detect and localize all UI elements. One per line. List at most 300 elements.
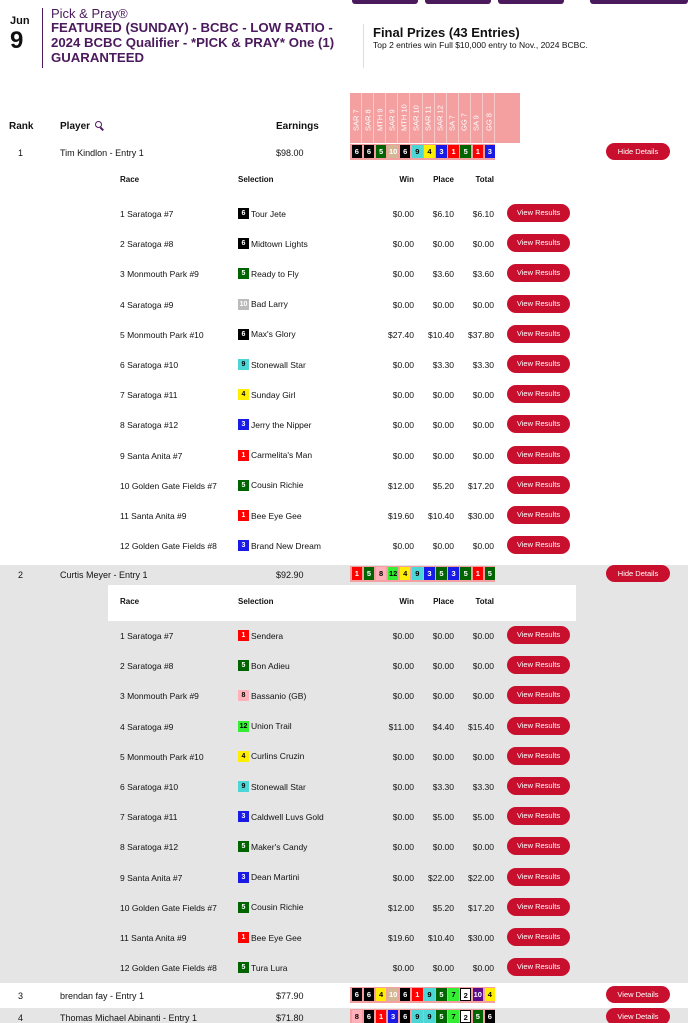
- selection-chip: 2: [460, 988, 471, 1001]
- total-amount: $30.00: [468, 511, 494, 521]
- selection: [238, 690, 306, 701]
- rank-column-header: Rank: [9, 121, 34, 132]
- contest-title: FEATURED (SUNDAY) - BCBC - LOW RATIO - 2024 BCBC Qualifier - *PICK & PRAY* One (1) GUARANTEED: [51, 20, 335, 65]
- selection: [238, 208, 286, 219]
- total-amount: $0.00: [472, 420, 494, 431]
- selection: [238, 962, 288, 973]
- selection-chip: 1: [376, 1010, 387, 1023]
- horse-name: Midtown Lights: [251, 238, 308, 249]
- race-header-label: SAR 12: [435, 105, 445, 131]
- total-amount: $17.20: [468, 480, 494, 491]
- place-amount: $0.00: [432, 299, 454, 310]
- selection-chip: 9: [412, 145, 423, 158]
- detail-row: [0, 893, 688, 923]
- earnings-column-header: Earnings: [276, 121, 319, 132]
- nav-button[interactable]: [425, 0, 491, 4]
- selection-chip: 5: [238, 480, 249, 491]
- selection-chip: 5: [460, 567, 471, 580]
- selection-chip: 5: [376, 145, 387, 158]
- view-results-button[interactable]: View Results: [507, 234, 570, 252]
- race-name: 2 Saratoga #8: [120, 239, 174, 250]
- detail-row: [0, 742, 688, 772]
- win-amount: $19.60: [388, 511, 414, 521]
- detail-row: [0, 953, 688, 983]
- selection-chips: [350, 144, 495, 160]
- contest-header: [0, 6, 688, 70]
- detail-col-selection: Selection: [238, 597, 274, 606]
- details-toggle-button[interactable]: View Details: [606, 986, 670, 1003]
- view-results-button[interactable]: View Results: [507, 747, 570, 765]
- total-amount: $0.00: [472, 691, 494, 702]
- selection-chip: 6: [400, 988, 411, 1001]
- race-header-label: SAR 9: [387, 109, 397, 131]
- detail-row: [0, 832, 688, 862]
- place-amount: $0.00: [432, 541, 454, 552]
- total-amount: $0.00: [472, 541, 494, 552]
- selection-chip: 5: [473, 1010, 484, 1023]
- player-name[interactable]: Thomas Michael Abinanti - Entry 1: [60, 1013, 198, 1023]
- selection: [238, 932, 302, 943]
- win-amount: $0.00: [392, 209, 414, 219]
- view-results-button[interactable]: View Results: [507, 928, 570, 946]
- date-month: Jun: [10, 15, 30, 27]
- detail-col-total: Total: [475, 175, 494, 184]
- selection-chip: 5: [238, 902, 249, 913]
- horse-name: Tour Jete: [251, 208, 286, 219]
- race-header: [423, 93, 435, 143]
- horse-name: Dean Martini: [251, 872, 300, 883]
- selection-chip: 5: [436, 567, 447, 580]
- selection-chip: 6: [364, 145, 375, 158]
- place-amount: $0.00: [432, 420, 454, 431]
- selection-chip: 6: [352, 988, 363, 1001]
- view-results-button[interactable]: View Results: [507, 355, 570, 373]
- place-amount: $10.40: [428, 329, 454, 340]
- selection: [238, 268, 299, 279]
- entry-earnings: $71.80: [276, 1013, 304, 1023]
- win-amount: $0.00: [392, 299, 414, 310]
- win-amount: $0.00: [392, 963, 414, 974]
- selection-chip: 1: [238, 630, 249, 641]
- selection-chip: 1: [412, 988, 423, 1001]
- selection-chip: 4: [400, 567, 411, 580]
- detail-row: [0, 863, 688, 893]
- selection-chip: 6: [485, 1010, 496, 1023]
- view-results-button[interactable]: View Results: [507, 656, 570, 674]
- selection-chips: [350, 987, 495, 1003]
- selection-chip: 1: [238, 450, 249, 461]
- selection-chip: 7: [448, 1010, 459, 1023]
- race-header-label: SAR 11: [423, 105, 433, 131]
- horse-name: Stonewall Star: [251, 781, 306, 792]
- total-amount: $37.80: [468, 329, 494, 340]
- race-name: 3 Monmouth Park #9: [120, 269, 199, 280]
- selection-chip: 5: [238, 962, 249, 973]
- horse-name: Carmelita's Man: [251, 450, 313, 461]
- view-results-button[interactable]: View Results: [507, 204, 570, 222]
- race-header: [386, 93, 398, 143]
- selection-chip: 3: [424, 567, 435, 580]
- total-amount: $3.30: [472, 782, 494, 792]
- place-amount: $5.00: [432, 812, 454, 823]
- selection-chip: 9: [238, 359, 249, 370]
- selection-chip: 6: [400, 145, 411, 158]
- player-column-label: Player: [60, 121, 91, 132]
- total-amount: $0.00: [472, 842, 494, 853]
- view-results-button[interactable]: View Results: [507, 295, 570, 313]
- selection: [238, 389, 295, 400]
- selection: [238, 660, 290, 671]
- detail-row: [0, 772, 688, 802]
- detail-row: [0, 531, 688, 561]
- selection-chip: 1: [352, 567, 363, 580]
- prize-title: Final Prizes (43 Entries): [373, 25, 520, 40]
- selection-chip: 5: [238, 660, 249, 671]
- selection: [238, 359, 306, 370]
- view-results-button[interactable]: View Results: [507, 264, 570, 282]
- selection-chip: 6: [352, 145, 363, 158]
- total-amount: $0.00: [472, 450, 494, 461]
- selection-chip: 4: [376, 988, 387, 1001]
- view-results-button[interactable]: View Results: [507, 717, 570, 735]
- selection: [238, 781, 306, 792]
- detail-row: [0, 229, 688, 259]
- race-header-label: SAR 8: [363, 109, 373, 131]
- race-name: 1 Saratoga #7: [120, 631, 174, 641]
- detail-row: [0, 681, 688, 711]
- race-header: [362, 93, 374, 143]
- selection: [238, 630, 283, 641]
- place-amount: $0.00: [432, 661, 454, 672]
- player-column-header: [60, 121, 102, 132]
- detail-row: [0, 802, 688, 832]
- selection-chip: 9: [412, 1010, 423, 1023]
- place-amount: $4.40: [432, 721, 454, 732]
- place-amount: $3.30: [432, 782, 454, 792]
- detail-row: [0, 501, 688, 531]
- place-amount: $5.20: [432, 480, 454, 491]
- selection-chip: 10: [388, 147, 398, 156]
- selection: [238, 841, 307, 852]
- detail-row: [0, 410, 688, 440]
- win-amount: $12.00: [388, 902, 414, 913]
- player-name[interactable]: Tim Kindlon - Entry 1: [60, 148, 144, 158]
- selection-chips: [350, 1009, 495, 1023]
- total-amount: $5.00: [472, 812, 494, 823]
- detail-row: [0, 621, 688, 651]
- race-name: 11 Santa Anita #9: [120, 511, 187, 521]
- race-header-label: MTH 9: [375, 108, 385, 131]
- entry-earnings: $98.00: [276, 148, 304, 158]
- selection: [238, 238, 308, 249]
- selection-chip: 3: [238, 419, 249, 430]
- horse-name: Bee Eye Gee: [251, 932, 302, 943]
- view-results-button[interactable]: View Results: [507, 868, 570, 886]
- horse-name: Curlins Cruzin: [251, 751, 305, 762]
- view-results-button[interactable]: View Results: [507, 686, 570, 704]
- selection-chip: 10: [239, 300, 248, 308]
- view-results-button[interactable]: View Results: [507, 626, 570, 644]
- selection-chip: 6: [400, 1010, 411, 1023]
- selection-chip: 1: [448, 145, 459, 158]
- horse-name: Ready to Fly: [251, 268, 299, 279]
- win-amount: $0.00: [392, 842, 414, 853]
- selection-chip: 8: [352, 1010, 363, 1023]
- selection: [238, 510, 302, 521]
- view-results-button[interactable]: View Results: [507, 898, 570, 916]
- selection-chip: 3: [238, 811, 249, 822]
- win-amount: $0.00: [392, 661, 414, 672]
- race-name: 3 Monmouth Park #9: [120, 691, 199, 702]
- view-results-button[interactable]: View Results: [507, 385, 570, 403]
- place-amount: $3.60: [432, 269, 454, 280]
- race-name: 10 Golden Gate Fields #7: [120, 902, 217, 913]
- race-header: [374, 93, 386, 143]
- win-amount: $0.00: [392, 420, 414, 431]
- horse-name: Maker's Candy: [251, 841, 308, 852]
- player-name[interactable]: Curtis Meyer - Entry 1: [60, 570, 148, 580]
- selection-chip: 8: [238, 690, 249, 701]
- place-amount: $0.00: [432, 450, 454, 461]
- win-amount: $12.00: [388, 480, 414, 491]
- detail-row: [0, 712, 688, 742]
- view-results-button[interactable]: View Results: [507, 506, 570, 524]
- race-header: [398, 93, 410, 143]
- detail-header: [108, 585, 576, 621]
- selection-chip: 6: [238, 208, 249, 219]
- game-name: Pick & Pray®: [51, 6, 128, 21]
- details-toggle-button[interactable]: Hide Details: [606, 565, 670, 582]
- place-amount: $10.40: [428, 511, 454, 521]
- place-amount: $0.00: [432, 842, 454, 853]
- prize-description: Top 2 entries win Full $10,000 entry to Nov., 2024 BCBC.: [373, 40, 588, 50]
- race-header: [447, 93, 459, 143]
- horse-name: Brand New Dream: [251, 540, 321, 551]
- selection: [238, 299, 288, 310]
- race-name: 12 Golden Gate Fields #8: [120, 541, 217, 552]
- total-amount: $0.00: [472, 751, 494, 762]
- selection-chip: 9: [424, 1010, 435, 1023]
- selection-chip: 6: [238, 238, 249, 249]
- place-amount: $3.30: [432, 360, 454, 370]
- horse-name: Cousin Richie: [251, 480, 304, 491]
- selection: [238, 811, 324, 822]
- race-header-label: SAR 7: [351, 109, 361, 131]
- view-results-button[interactable]: View Results: [507, 536, 570, 554]
- total-amount: $0.00: [472, 631, 494, 641]
- total-amount: $3.60: [472, 269, 494, 280]
- entry-earnings: $92.90: [276, 570, 304, 580]
- win-amount: $27.40: [388, 329, 414, 340]
- selection: [238, 480, 303, 491]
- race-name: 4 Saratoga #9: [120, 299, 174, 310]
- win-amount: $0.00: [392, 812, 414, 823]
- race-header: [471, 93, 483, 143]
- place-amount: $0.00: [432, 239, 454, 250]
- entry-rank: 4: [18, 1013, 24, 1023]
- place-amount: $5.20: [432, 902, 454, 913]
- selection-chip: 9: [424, 988, 435, 1001]
- selection: [238, 902, 303, 913]
- horse-name: Sunday Girl: [251, 389, 296, 400]
- view-results-button[interactable]: View Results: [507, 777, 570, 795]
- selection-chip: 3: [238, 540, 249, 551]
- race-header-label: GG 7: [459, 113, 469, 131]
- selection-chip: 6: [364, 1010, 375, 1023]
- selection: [238, 329, 296, 340]
- race-header-label: SA 9: [471, 115, 481, 131]
- selection-chip: 9: [238, 781, 249, 792]
- race-header-label: GG 8: [484, 113, 494, 131]
- horse-name: Max's Glory: [251, 329, 296, 340]
- view-results-button[interactable]: View Results: [507, 958, 570, 976]
- place-amount: $10.40: [428, 933, 454, 943]
- race-header: [459, 93, 471, 143]
- selection-chip: 1: [473, 145, 484, 158]
- selection-chip: 2: [460, 1010, 471, 1023]
- selection-chip: 6: [364, 988, 375, 1001]
- selection-chip: 4: [424, 145, 435, 158]
- win-amount: $0.00: [392, 239, 414, 250]
- race-name: 4 Saratoga #9: [120, 721, 174, 732]
- view-results-button[interactable]: View Results: [507, 837, 570, 855]
- total-amount: $22.00: [468, 872, 494, 883]
- selection-chip: 3: [485, 145, 496, 158]
- horse-name: Jerry the Nipper: [251, 419, 312, 430]
- place-amount: $22.00: [428, 872, 454, 883]
- win-amount: $11.00: [388, 721, 414, 732]
- entry-earnings: $77.90: [276, 991, 304, 1001]
- selection: [238, 872, 299, 883]
- selection-chip: 3: [436, 145, 447, 158]
- detail-row: [0, 350, 688, 380]
- detail-col-race: Race: [120, 175, 140, 184]
- details-toggle-button[interactable]: Hide Details: [606, 143, 670, 160]
- detail-row: [0, 471, 688, 501]
- detail-col-win: Win: [399, 175, 414, 184]
- race-name: 6 Saratoga #10: [120, 782, 179, 792]
- selection-chip: 5: [364, 567, 375, 580]
- selection-chip: 5: [460, 145, 471, 158]
- total-amount: $6.10: [472, 209, 494, 219]
- selection-chip: 4: [238, 389, 249, 400]
- selection-chip: 7: [448, 988, 459, 1001]
- date-day: 9: [10, 27, 24, 54]
- detail-col-total: Total: [475, 597, 494, 606]
- race-name: 7 Saratoga #11: [120, 812, 178, 823]
- win-amount: $0.00: [392, 782, 414, 792]
- win-amount: $0.00: [392, 360, 414, 370]
- horse-name: Stonewall Star: [251, 359, 306, 370]
- selection-chip: 12: [239, 722, 248, 730]
- selection-chip: 9: [412, 567, 423, 580]
- race-name: 10 Golden Gate Fields #7: [120, 480, 217, 491]
- horse-name: Cousin Richie: [251, 902, 304, 913]
- selection-chip: 8: [376, 567, 387, 580]
- race-name: 5 Monmouth Park #10: [120, 751, 204, 762]
- header-divider: [42, 8, 43, 68]
- race-name: 8 Saratoga #12: [120, 420, 179, 431]
- selection-chip: 10: [388, 990, 398, 999]
- selection-chip: 3: [448, 567, 459, 580]
- win-amount: $0.00: [392, 390, 414, 401]
- top-nav-buttons: [0, 0, 688, 4]
- place-amount: $0.00: [432, 691, 454, 702]
- race-name: 5 Monmouth Park #10: [120, 329, 204, 340]
- race-header: [435, 93, 447, 143]
- total-amount: $30.00: [468, 933, 494, 943]
- race-name: 9 Santa Anita #7: [120, 450, 183, 461]
- nav-button[interactable]: [590, 0, 688, 4]
- race-column-headers: [350, 93, 520, 143]
- selection-chip: 5: [238, 268, 249, 279]
- win-amount: $0.00: [392, 541, 414, 552]
- detail-row: [0, 259, 688, 289]
- horse-name: Union Trail: [251, 721, 292, 732]
- win-amount: $0.00: [392, 269, 414, 280]
- horse-name: Bassanio (GB): [251, 690, 307, 701]
- selection-chip: 1: [238, 510, 249, 521]
- view-results-button[interactable]: View Results: [507, 807, 570, 825]
- detail-row: [0, 290, 688, 320]
- selection: [238, 751, 304, 762]
- place-amount: $0.00: [432, 963, 454, 974]
- selection-chip: 5: [485, 567, 496, 580]
- selection-chips: [350, 566, 495, 582]
- race-name: 7 Saratoga #11: [120, 390, 178, 401]
- horse-name: Tura Lura: [251, 962, 288, 973]
- detail-col-place: Place: [433, 175, 454, 184]
- view-results-button[interactable]: View Results: [507, 446, 570, 464]
- player-name[interactable]: brendan fay - Entry 1: [60, 991, 145, 1001]
- total-amount: $3.30: [472, 360, 494, 370]
- selection: [238, 540, 321, 551]
- win-amount: $19.60: [388, 933, 414, 943]
- place-amount: $0.00: [432, 751, 454, 762]
- race-name: 2 Saratoga #8: [120, 661, 174, 672]
- entry-rank: 2: [18, 570, 24, 580]
- win-amount: $0.00: [392, 872, 414, 883]
- race-name: 12 Golden Gate Fields #8: [120, 963, 217, 974]
- search-icon[interactable]: [95, 121, 102, 128]
- horse-name: Caldwell Luvs Gold: [251, 811, 324, 822]
- race-name: 6 Saratoga #10: [120, 360, 179, 370]
- horse-name: Sendera: [251, 630, 284, 641]
- view-results-button[interactable]: View Results: [507, 325, 570, 343]
- selection-chip: 1: [238, 932, 249, 943]
- place-amount: $6.10: [432, 209, 454, 219]
- view-results-button[interactable]: View Results: [507, 415, 570, 433]
- horse-name: Bee Eye Gee: [251, 510, 302, 521]
- detail-row: [0, 441, 688, 471]
- detail-col-win: Win: [399, 597, 414, 606]
- entry-rank: 3: [18, 991, 24, 1001]
- detail-row: [0, 199, 688, 229]
- view-results-button[interactable]: View Results: [507, 476, 570, 494]
- entry-rank: 1: [18, 148, 24, 158]
- selection-chip: 4: [485, 988, 496, 1001]
- win-amount: $0.00: [392, 691, 414, 702]
- selection-chip: 4: [238, 751, 249, 762]
- selection-chip: 10: [473, 990, 482, 999]
- race-name: 9 Santa Anita #7: [120, 872, 183, 883]
- nav-button[interactable]: [352, 0, 418, 4]
- details-toggle-button[interactable]: View Details: [606, 1008, 670, 1023]
- nav-button[interactable]: [498, 0, 564, 4]
- detail-row: [0, 320, 688, 350]
- selection-chip: 3: [388, 1010, 399, 1023]
- race-header: [350, 93, 362, 143]
